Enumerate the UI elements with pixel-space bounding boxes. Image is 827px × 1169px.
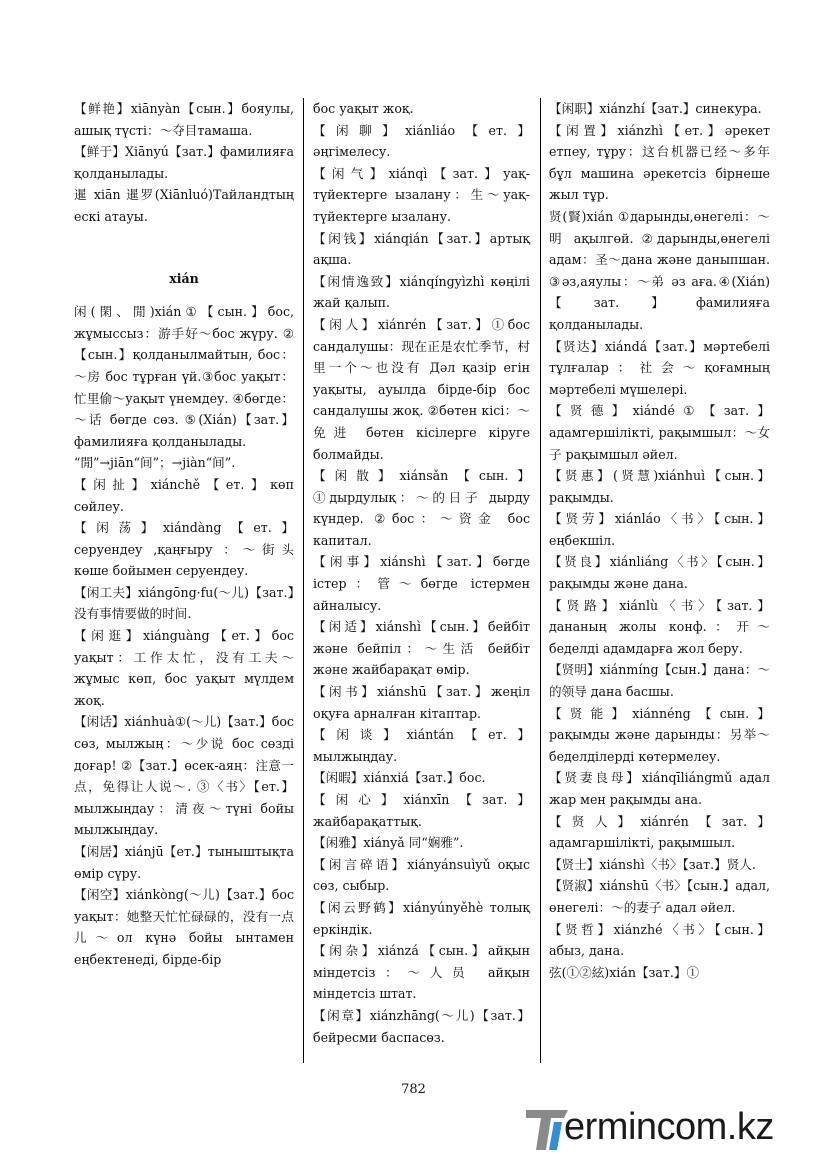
dictionary-entry: 【闲工夫】xiángōng·fu(～儿)【зат.】没有事情要做的时间. bbox=[74, 584, 294, 622]
dictionary-entry: 闲(閑、閒)xián①【сын.】бос, жұмыссыз：游手好～бос жүру. ②【сын.】қолданылмайтын, бос：～房 бос тұрған үй.③бос уақыт：忙里偷～уақыт үнемдеу. ④бөгде：～话 бөгде сөз. ⑤(Xián)【зат.】фамилияға қолданылады. bbox=[74, 304, 294, 449]
dictionary-column-1 bbox=[74, 98, 294, 971]
termincom-logo[interactable] bbox=[524, 1102, 814, 1152]
dictionary-entry: 【闲谈】xiántán【ет.】мылжыңдау. bbox=[313, 727, 530, 764]
section-heading: xián bbox=[169, 270, 199, 286]
dictionary-entry: 【贤良】xiánliáng〈书〉【сын.】рақымды және дана. bbox=[549, 554, 770, 592]
dictionary-entry: 【贤能】xiánnéng【сын.】рақымды және дарынды：另举～беделділерді көтермелеу. bbox=[549, 705, 770, 764]
dictionary-entry: 暹 xiān 暹罗(Xiānluó)Тайландтың ескі атауы. bbox=[74, 187, 294, 224]
dictionary-entry: 【鲜艳】xiānyàn【сын.】бояулы, ашық түсті：～夺目тамаша. bbox=[74, 101, 294, 138]
dictionary-entry: 【贤士】xiánshì〈书〉【зат.】贤人. bbox=[549, 856, 756, 872]
dictionary-entry: 【闲居】xiánjū【ет.】тыныштықта өмір сүру. bbox=[74, 844, 294, 881]
dictionary-entry: 【闲人】xiánrén【зат.】①бос сандалушы：现在正是农忙季节，村里一个～也没有 Дәл қазір егін уақыты, ауылда бірде-бір бос сандалушы жоқ. ②бөтен кісі：～免进 бөтен кісілерге кіруге болмайды. bbox=[313, 316, 530, 462]
dictionary-entry: 【闲空】xiánkòng(～儿)【зат.】бос уақыт：她整天忙忙碌碌的，没有一点儿～ол күнә бойы ынтамен еңбектенеді, бірде-бір bbox=[74, 887, 294, 967]
dictionary-entry: 【闲扯】xiánchě【ет.】көп сөйлеу. bbox=[74, 476, 294, 514]
dictionary-entry: 【闲逛】xiánguàng【ет.】бос уақыт：工作太忙，没有工夫～жұмыс көп, бос уақыт мүлдем жоқ. bbox=[74, 628, 294, 708]
dictionary-entry: 【闲气】xiánqì【зат.】уақ-түйектерге ызалану：生～уақ-түйектерге ызалану. bbox=[313, 165, 530, 224]
dictionary-entry: 【闲心】xiánxīn【зат.】жайбарақаттық. bbox=[313, 792, 530, 829]
dictionary-entry: 【贤妻良母】xiánqīliángmǔ адал жар мен рақымды ана. bbox=[549, 770, 770, 807]
dictionary-entry: 【闲钱】xiánqián【зат.】артық ақша. bbox=[313, 230, 530, 268]
dictionary-entry: 【闲荡】xiándàng【ет.】серуендеу ,қаңғыру ：～街头 көше бойымен серуендеу. bbox=[74, 520, 294, 579]
dictionary-entry: 【闲言碎语】xiányánsuìyǔ оқыс сөз, сыбыр. bbox=[313, 856, 530, 894]
dictionary-entry: 弦(①②絃)xián【зат.】① bbox=[549, 964, 700, 980]
dictionary-column-2 bbox=[313, 98, 530, 1048]
dictionary-entry: 【闲职】xiánzhí【зат.】синекура. bbox=[549, 101, 762, 116]
dictionary-entry: 【闲适】xiánshì【сын.】бейбіт және бейпіл：～生活 бейбіт және жайбарақат өмір. bbox=[313, 619, 530, 678]
logo-text: ermincom.kz bbox=[564, 1106, 774, 1148]
dictionary-entry: 【闲雅】xiányǎ 同“娴雅”. bbox=[313, 835, 464, 851]
column-divider bbox=[303, 98, 304, 1063]
dictionary-entry: 【贤惠】(贤慧)xiánhuì【сын.】рақымды. bbox=[549, 468, 770, 505]
dictionary-entry: 【贤路】xiánlù〈书〉【зат.】дананың жолы конф.：开～беделді адамдарға жол беру. bbox=[549, 597, 770, 656]
dictionary-column-3 bbox=[549, 98, 770, 983]
column-divider bbox=[540, 98, 541, 1063]
dictionary-entry: 【闲聊】xiánliáo【ет.】әңгімелесу. bbox=[313, 122, 530, 160]
dictionary-entry: 【贤达】xiándá【зат.】мәртебелі тұлғалар：社会～қоғамның мәртебелі мүшелері. bbox=[549, 338, 770, 397]
dictionary-entry: 【闲事】xiánshì【зат.】бөгде істер：管～бөгде істермен айналысу. bbox=[313, 554, 530, 613]
dictionary-entry: 【贤淑】xiánshū〈书〉【сын.】адал, өнегелі：～的妻子 адал әйел. bbox=[549, 878, 770, 915]
dictionary-entry: 【贤劳】xiánláo〈书〉【сын.】еңбекшіл. bbox=[549, 511, 770, 548]
dictionary-entry: 【闲杂】xiánzá【сын.】айқын міндетсіз：～人员 айқын міндетсіз штат. bbox=[313, 943, 530, 1002]
dictionary-entry: 【闲话】xiánhuà①(～儿)【зат.】бос сөз, мылжың：～少说 бос сөзді доғар! ②【зат.】өсек-аяң：注意一点，免得让人说～. ③〈书〉【ет.】мылжыңдау：清夜～түні бойы мылжыңдау. bbox=[74, 714, 294, 838]
dictionary-entry: 贤(賢)xián ①дарынды,өнегелі：～明 ақылгөй. ②дарынды,өнегелі адам：圣～дана және даныпшан. ③әз,аяулы：～弟 әз аға.④(Xián)【зат.】фамилияға қолданылады. bbox=[549, 208, 770, 332]
dictionary-entry: 【鲜于】Xiānyú【зат.】фамилияға қолданылады. bbox=[74, 144, 294, 181]
dictionary-entry: 【闲散】xiánsǎn【сын.】①дырдулық：～的日子 дырду күндер. ②бос：～资金 бос капитал. bbox=[313, 468, 530, 548]
dictionary-entry: 【贤哲】xiánzhé〈书〉【сын.】абыз, дана. bbox=[549, 921, 770, 959]
dictionary-entry: 【贤德】xiándé①【зат.】адамгершілікті, рақымшыл：～女子 рақымшыл әйел. bbox=[549, 403, 770, 462]
dictionary-entry: 【贤明】xiánmíng【сын.】дана：～的领导 дана басшы. bbox=[549, 662, 770, 700]
dictionary-entry: 【闲云野鹤】xiányúnyěhè толық еркіндік. bbox=[313, 899, 530, 937]
dictionary-entry: 【闲置】xiánzhì【ет.】әрекет етпеу, тұру：这台机器已经～多年 бұл машина әрекетсіз бірнеше жыл тұр. bbox=[549, 122, 770, 203]
dictionary-entry: 【闲暇】xiánxiá【зат.】бос. bbox=[313, 770, 486, 786]
dictionary-entry: 【闲章】xiánzhāng(～儿)【зат.】бейресми баспасөз. bbox=[313, 1007, 530, 1045]
dictionary-entry: бос уақыт жоқ. bbox=[313, 101, 414, 116]
dictionary-entry: “閒”→jiān“间”；→jiàn“间”. bbox=[74, 455, 236, 471]
page-number: 782 bbox=[401, 1082, 426, 1097]
dictionary-entry: 【闲书】xiánshū【зат.】жеңіл оқуға арналған кітаптар. bbox=[313, 684, 530, 721]
dictionary-entry: 【贤人】xiánrén【зат.】адамгаршілікті, рақымшыл. bbox=[549, 813, 770, 851]
dictionary-entry: 【闲情逸致】xiánqíngyìzhì көңілі жай қалып. bbox=[313, 273, 530, 311]
